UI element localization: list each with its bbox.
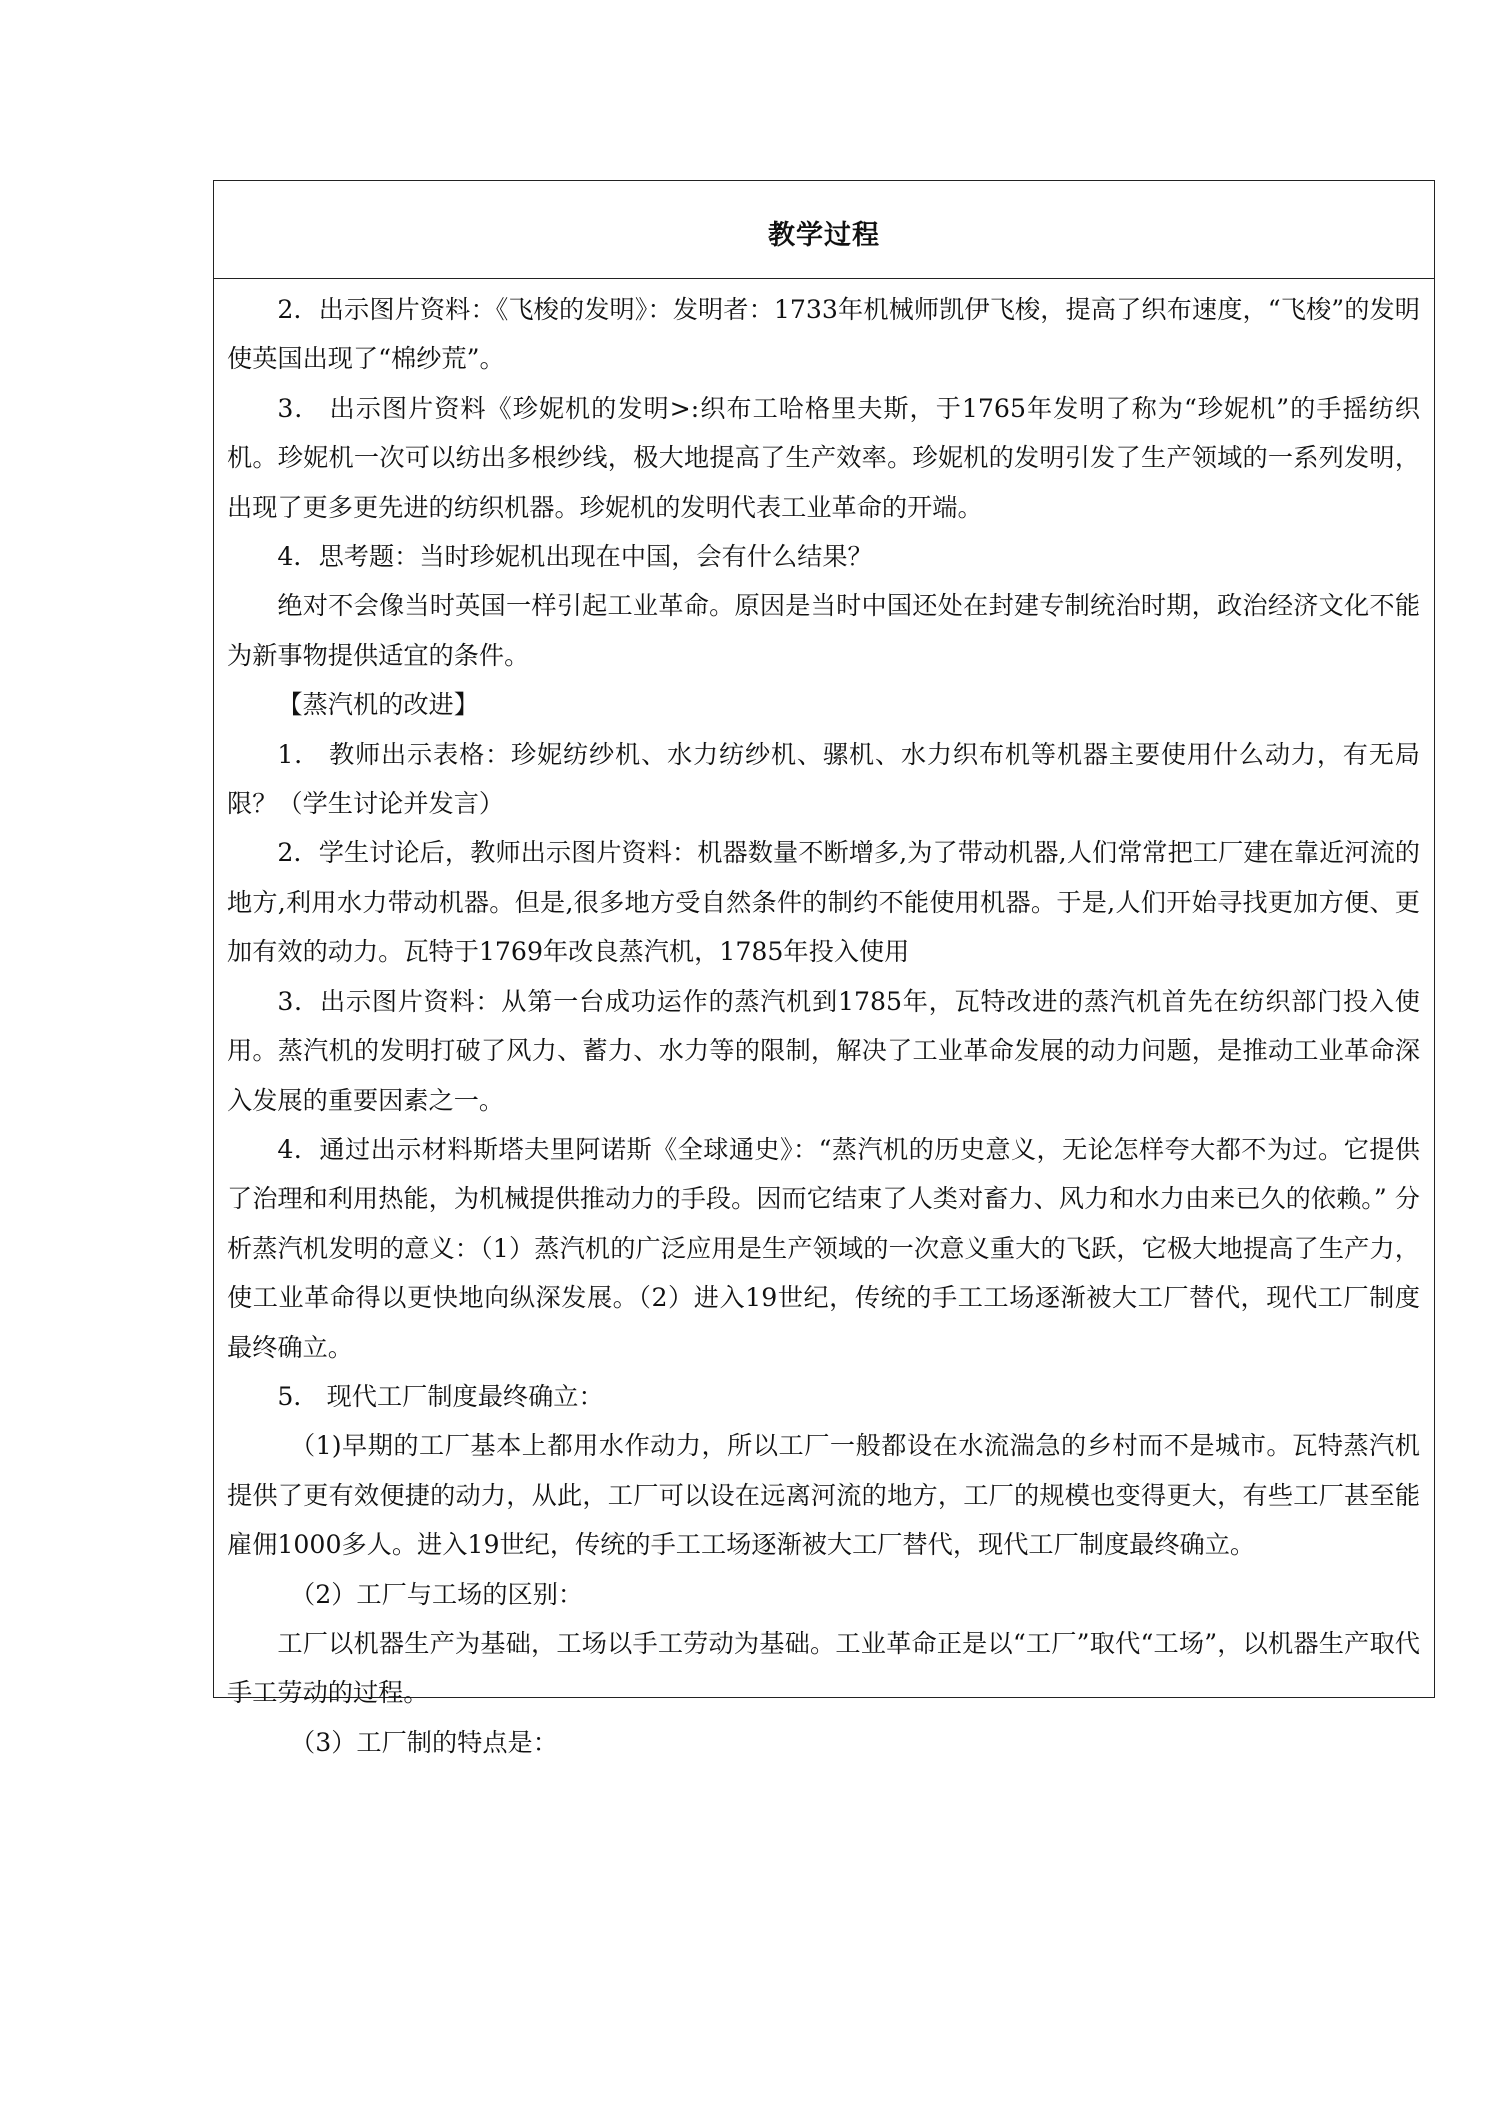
table-title: 教学过程 bbox=[768, 220, 880, 251]
paragraph-factory-2: 工厂以机器生产为基础，工场以手工劳动为基础。工业革命正是以“工厂”取代“工场”，以机器生产取代手工劳动的过程。 bbox=[227, 1628, 1420, 1708]
paragraph-question: 4．思考题：当时珍妮机出现在中国，会有什么结果？ bbox=[277, 542, 873, 572]
paragraph-factory-3-heading: （3）工厂制的特点是： bbox=[290, 1727, 558, 1757]
paragraph-flying-shuttle: 2．出示图片资料：《飞梭的发明》：发明者：1733年机械师凯伊飞梭，提高了织布速度，“飞梭”的发明使英国出现了“棉纱荒”。 bbox=[227, 295, 1420, 374]
paragraph-steam-2: 2．学生讨论后，教师出示图片资料：机器数量不断增多,为了带动机器,人们常常把工厂建在靠近河流的地方,利用水力带动机器。但是,很多地方受自然条件的制约不能使用机器。于是,人们开始寻找更加方便、更加有效的动力。瓦特于1769年改良蒸汽机，1785年投入使用 bbox=[227, 838, 1420, 967]
table-header-row bbox=[214, 181, 1434, 279]
paragraph-factory-heading: 5． 现代工厂制度最终确立： bbox=[277, 1381, 604, 1411]
lesson-table bbox=[213, 180, 1435, 1757]
paragraph-factory-2-heading: （2）工厂与工场的区别： bbox=[290, 1579, 584, 1609]
section-heading-steam-engine: 【蒸汽机的改进】 bbox=[277, 690, 479, 720]
table-body-cell bbox=[214, 279, 1434, 1757]
paragraph-steam-3: 3．出示图片资料：从第一台成功运作的蒸汽机到1785年，瓦特改进的蒸汽机首先在纺织部门投入使用。蒸汽机的发明打破了风力、蓄力、水力等的限制，解决了工业革命发展的动力问题，是推动工业革命深入发展的重要因素之一。 bbox=[227, 986, 1420, 1115]
paragraph-steam-4: 4．通过出示材料斯塔夫里阿诺斯《全球通史》：“蒸汽机的历史意义，无论怎样夸大都不为过。它提供了治理和利用热能，为机械提供推动力的手段。因而它结束了人类对畜力、风力和水力由来已久的依赖。” 分析蒸汽机发明的意义：（1）蒸汽机的广泛应用是生产领域的一次意义重大的飞跃，它极大地提高了生产力，使工业革命得以更快地向纵深发展。（2）进入19世纪，传统的手工工场逐渐被大工厂替代，现代工厂制度最终确立。 bbox=[227, 1134, 1420, 1362]
paragraph-answer: 绝对不会像当时英国一样引起工业革命。原因是当时中国还处在封建专制统治时期，政治经济文化不能为新事物提供适宜的条件。 bbox=[227, 591, 1420, 670]
paragraph-steam-1: 1． 教师出示表格：珍妮纺纱机、水力纺纱机、骡机、水力织布机等机器主要使用什么动力，有无局限？（学生讨论并发言） bbox=[227, 739, 1420, 819]
paragraph-spinning-jenny: 3． 出示图片资料《珍妮机的发明>:织布工哈格里夫斯，于1765年发明了称为“珍妮机”的手摇纺织机。珍妮机一次可以纺出多根纱线，极大地提高了生产效率。珍妮机的发明引发了生产领域的一系列发明，出现了更多更先进的纺织机器。珍妮机的发明代表工业革命的开端。 bbox=[227, 393, 1420, 522]
paragraph-factory-1: （1)早期的工厂基本上都用水作动力，所以工厂一般都设在水流湍急的乡村而不是城市。瓦特蒸汽机提供了更有效便捷的动力，从此，工厂可以设在远离河流的地方，工厂的规模也变得更大，有些工厂甚至能雇佣1000多人。进入19世纪，传统的手工工场逐渐被大工厂替代，现代工厂制度最终确立。 bbox=[227, 1431, 1420, 1560]
